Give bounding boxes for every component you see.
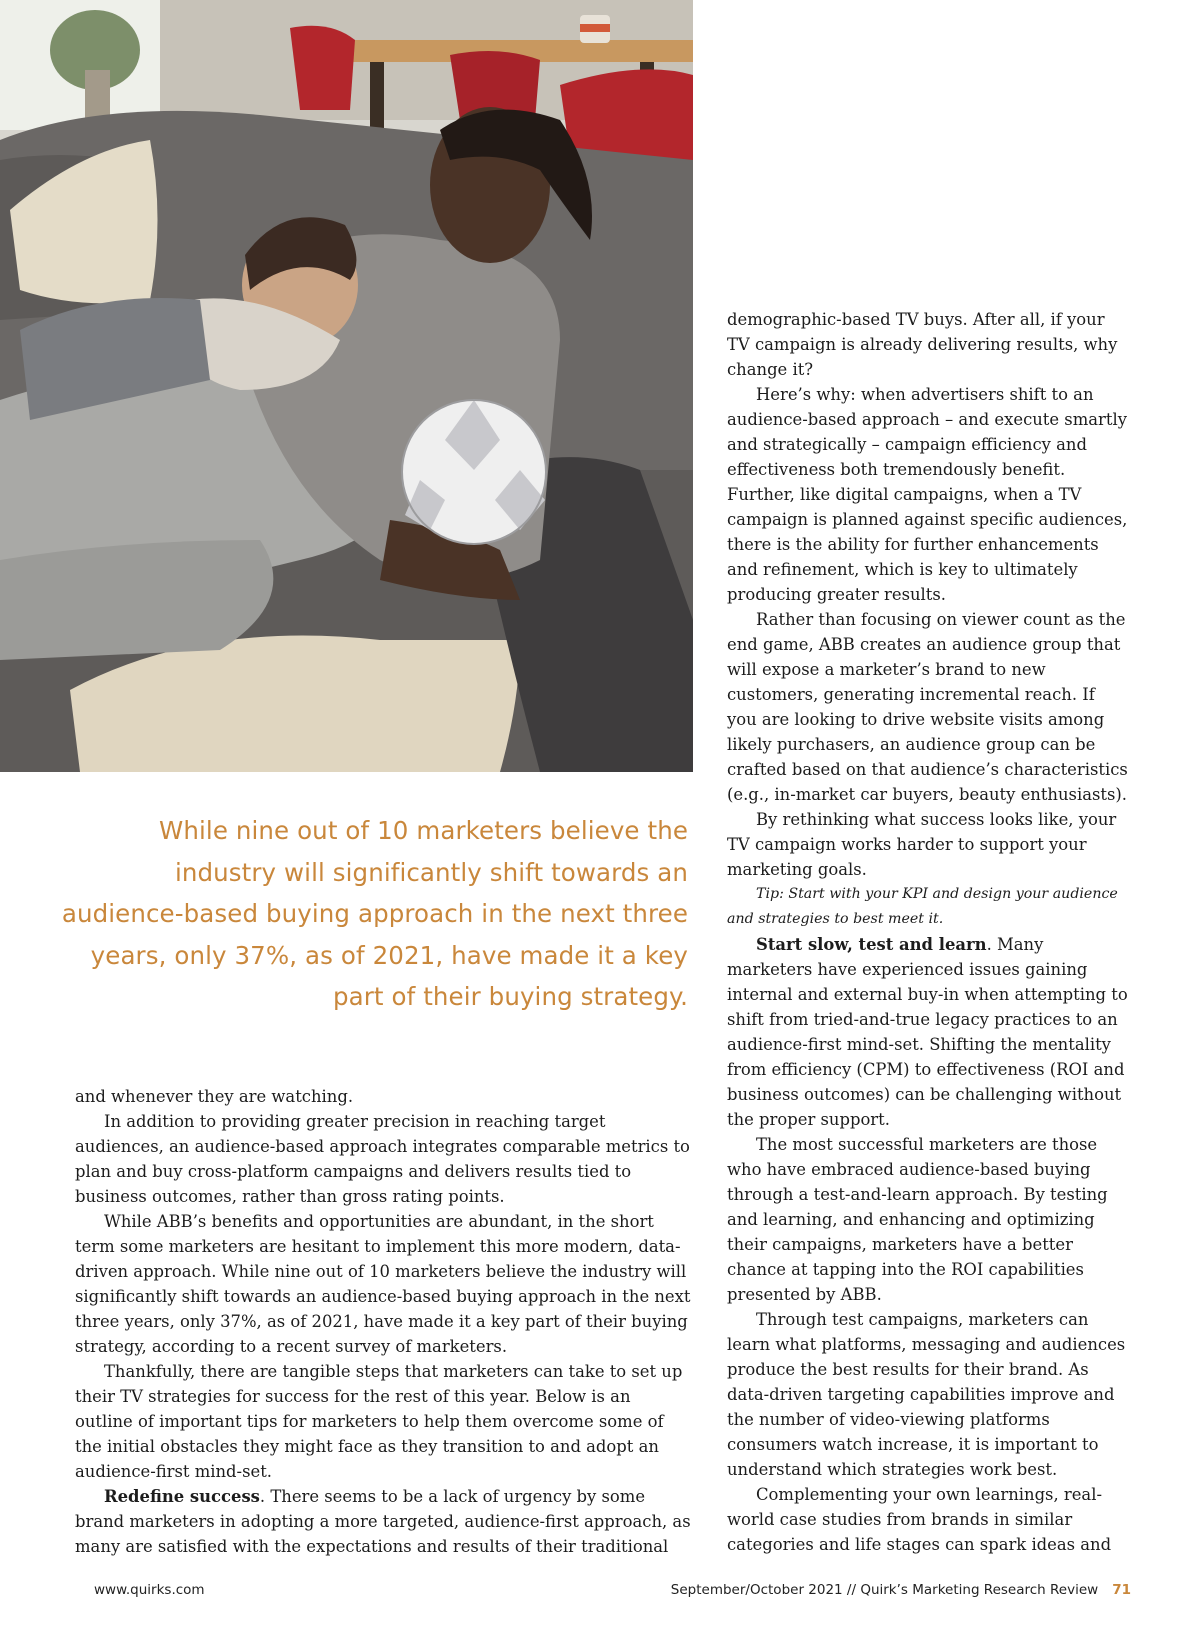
footer-website[interactable]: www.quirks.com (94, 1582, 205, 1598)
paragraph: demographic-based TV buys. After all, if your TV campaign is already delivering results, why change it? (727, 310, 1118, 379)
paragraph: Thankfully, there are tangible steps that marketers can take to set up their TV strategies for success for the rest of this year. Below is an outline of important tips for marketers to help them overcome some of the initial obstacles they might face as they transition to and adopt an audience-first mind-set. (75, 1362, 683, 1481)
paragraph: By rethinking what success looks like, your TV campaign works harder to support your marketing goals. (727, 810, 1117, 879)
paragraph: Here’s why: when advertisers shift to an audience-based approach – and execute smartly and strategically – campaign efficiency and effectiveness both tremendously benefit. Further, like digital campaigns, when a TV campaign is planned against specific audiences, there is the ability for further enhancements and refinement, which is key to ultimately producing greater results. (727, 385, 1128, 604)
left-column (75, 1084, 693, 1559)
paragraph (727, 932, 1129, 1132)
run-in-heading: Redefine success (104, 1487, 260, 1506)
tip-text: Tip: Start with your KPI and design your audience and strategies to best meet it. (727, 886, 1118, 927)
article-photo (0, 0, 693, 772)
pull-quote: While nine out of 10 marketers believe the industry will significantly shift towards an audience-based buying approach in the next three years, only 37%, as of 2021, have made it a key part of their buying strategy. (61, 816, 688, 1011)
paragraph: While ABB’s benefits and opportunities are abundant, in the short term some marketers are hesitant to implement this more modern, data-driven approach. While nine out of 10 marketers believe the industry will significantly shift towards an audience-based buying approach in the next three years, only 37%, as of 2021, have made it a key part of their buying strategy, according to a recent survey of marketers. (75, 1212, 691, 1356)
issue-title: September/October 2021 // Quirk’s Marketing Research Review (670, 1582, 1099, 1598)
paragraph: In addition to providing greater precision in reaching target audiences, an audience-based approach integrates comparable metrics to plan and buy cross-platform campaigns and delivers results tied to business outcomes, rather than gross rating points. (75, 1112, 690, 1206)
run-in-heading: Start slow, test and learn (756, 935, 987, 954)
family-couch-photo-icon (0, 0, 693, 772)
paragraph: Rather than focusing on viewer count as the end game, ABB creates an audience group that will expose a marketer’s brand to new customers, generating incremental reach. If you are looking to drive website visits among likely purchasers, an audience group can be crafted based on that audience’s characteristics (e.g., in-market car buyers, beauty enthusiasts). (727, 610, 1128, 804)
page-number: 71 (1112, 1582, 1131, 1598)
paragraph (75, 1484, 693, 1559)
paragraph-text: . Many marketers have experienced issues gaining internal and external buy-in when attempting to shift from tried-and-true legacy practices to an audience-first mind-set. Shifting the mentality from efficiency (CPM) to effectiveness (ROI and business outcomes) can be challenging without the proper support. (727, 935, 1128, 1129)
paragraph: The most successful marketers are those who have embraced audience-based buying through a test-and-learn approach. By testing and learning, and enhancing and optimizing their campaigns, marketers have a better chance at tapping into the ROI capabilities presented by ABB. (727, 1135, 1108, 1304)
paragraph-text: . There seems to be a lack of urgency by some brand marketers in adopting a more targeted, audience-first approach, as many are satisfied with the expectations and results of their traditional (75, 1487, 691, 1556)
paragraph: Through test campaigns, marketers can learn what platforms, messaging and audiences produce the best results for their brand. As data-driven targeting capabilities improve and the number of video-viewing platforms consumers watch increase, it is important to understand which strategies work best. (727, 1310, 1126, 1479)
paragraph: Complementing your own learnings, real-world case studies from brands in similar categories and life stages can spark ideas and (727, 1485, 1112, 1554)
right-column (727, 307, 1129, 1557)
paragraph: and whenever they are watching. (75, 1087, 354, 1106)
footer-issue (671, 1582, 1131, 1598)
